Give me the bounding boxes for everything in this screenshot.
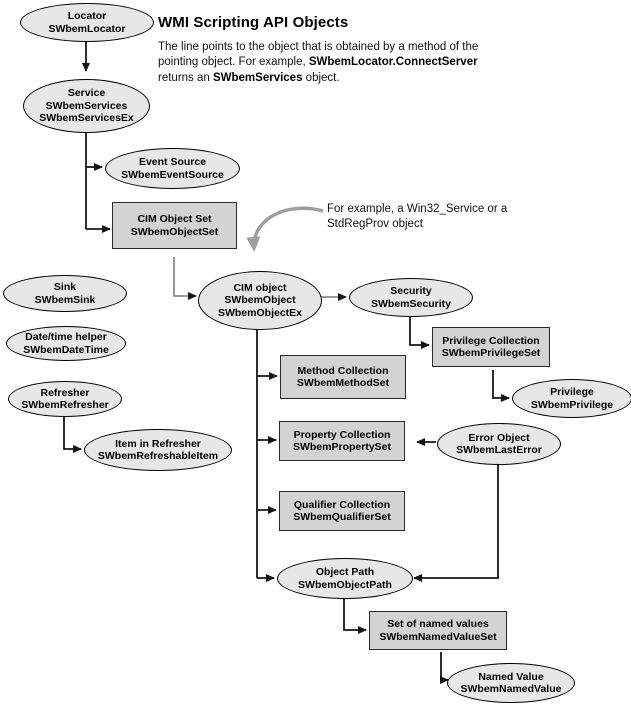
- node-privilege-collection-class: SWbemPrivilegeSet: [441, 347, 541, 359]
- node-event-source-title: Event Source: [138, 156, 207, 168]
- node-datetime-helper: [6, 326, 126, 361]
- node-sink: [3, 275, 127, 312]
- node-refresher-title: Refresher: [40, 386, 90, 399]
- annotation-line1: For example, a Win32_Service or a: [327, 203, 508, 215]
- node-cim-object-set-class: SWbemObjectSet: [130, 225, 219, 238]
- node-security: [349, 278, 473, 317]
- node-named-value-class: SWbemNamedValue: [460, 683, 562, 695]
- edge-security-privilegeset: [410, 315, 429, 345]
- node-privilege-collection-title: Privilege Collection: [442, 334, 540, 347]
- edge-privilegeset-privilege: [493, 370, 509, 398]
- node-refresher-class: SWbemRefresher: [21, 399, 109, 411]
- description-line3: returns an SWbemServices object.: [158, 71, 340, 84]
- node-cim-object-set-title: CIM Object Set: [137, 213, 212, 225]
- node-method-collection-title: Method Collection: [297, 364, 389, 377]
- node-qualifier-collection-title: Qualifier Collection: [293, 498, 391, 511]
- node-object-path-class: SWbemObjectPath: [298, 578, 392, 591]
- description-line1: The line points to the object that is obtained by a method of the: [158, 41, 479, 53]
- node-cim-object-set: [112, 202, 237, 249]
- edge-objectset-cimobject: [174, 257, 196, 296]
- edge-refresher-item: [64, 415, 81, 449]
- node-named-value-set: [369, 611, 507, 650]
- node-privilege-class: SWbemPrivilege: [530, 398, 614, 411]
- node-named-value: [447, 663, 575, 703]
- node-privilege-title: Privilege: [550, 386, 594, 398]
- node-property-collection: [279, 421, 405, 461]
- node-service-class2: SWbemServicesEx: [39, 112, 134, 125]
- node-privilege: [512, 379, 631, 418]
- node-named-value-set-title: Set of named values: [387, 618, 489, 630]
- node-locator-title: Locator: [67, 10, 107, 22]
- node-sink-title: Sink: [53, 281, 77, 293]
- edge-namedvalueset-namedvalue: [441, 652, 448, 680]
- node-property-collection-class: SWbemPropertySet: [292, 441, 392, 453]
- annotation-curve-arrow: [254, 208, 323, 248]
- node-refreshable-item-class: SWbemRefreshableItem: [97, 450, 219, 462]
- node-qualifier-collection: [279, 491, 405, 531]
- node-error-object-class: SWbemLastError: [456, 444, 542, 456]
- node-method-collection: [280, 355, 406, 399]
- node-object-path-title: Object Path: [315, 566, 375, 578]
- node-event-source-class: SWbemEventSource: [121, 168, 224, 181]
- node-security-class: SWbemSecurity: [371, 297, 451, 310]
- node-refreshable-item-title: Item in Refresher: [115, 437, 201, 450]
- node-named-value-title: Named Value: [478, 670, 544, 683]
- node-cim-object-class: SWbemObject: [224, 294, 296, 307]
- page-title: WMI Scripting API Objects: [158, 14, 349, 31]
- node-refresher: [8, 381, 122, 417]
- node-cim-object: [198, 271, 322, 330]
- node-service-title: Service: [67, 87, 106, 100]
- node-service: [23, 79, 150, 133]
- node-cim-object-class2: SWbemObjectEx: [217, 306, 303, 319]
- node-qualifier-collection-class: SWbemQualifierSet: [293, 511, 391, 523]
- node-method-collection-class: SWbemMethodSet: [296, 377, 390, 389]
- node-security-title: Security: [390, 285, 432, 297]
- node-locator: [20, 3, 154, 42]
- node-event-source: [105, 148, 240, 189]
- node-cim-object-title: CIM object: [233, 281, 287, 294]
- node-datetime-title: Date/time helper: [25, 331, 107, 343]
- annotation-line2: StdRegProv object: [327, 218, 423, 230]
- node-property-collection-title: Property Collection: [293, 428, 391, 441]
- node-error-object-title: Error Object: [468, 431, 530, 444]
- node-privilege-collection: [432, 327, 550, 367]
- edge-lasterror-objectpath: [414, 463, 498, 578]
- description: [158, 40, 478, 86]
- node-object-path: [277, 558, 413, 599]
- node-locator-class: SWbemLocator: [48, 22, 126, 35]
- node-error-object: [437, 423, 561, 465]
- description-line2: pointing object. For example, SWbemLocator.ConnectServer: [158, 56, 478, 69]
- node-datetime-class: SWbemDateTime: [23, 343, 109, 356]
- annotation-note: [327, 202, 507, 232]
- node-refreshable-item: [84, 429, 232, 471]
- node-service-class: SWbemServices: [45, 99, 128, 112]
- node-sink-class: SWbemSink: [34, 293, 96, 306]
- edge-objectpath-namedvalueset: [344, 597, 366, 630]
- node-named-value-set-class: SWbemNamedValueSet: [379, 630, 497, 643]
